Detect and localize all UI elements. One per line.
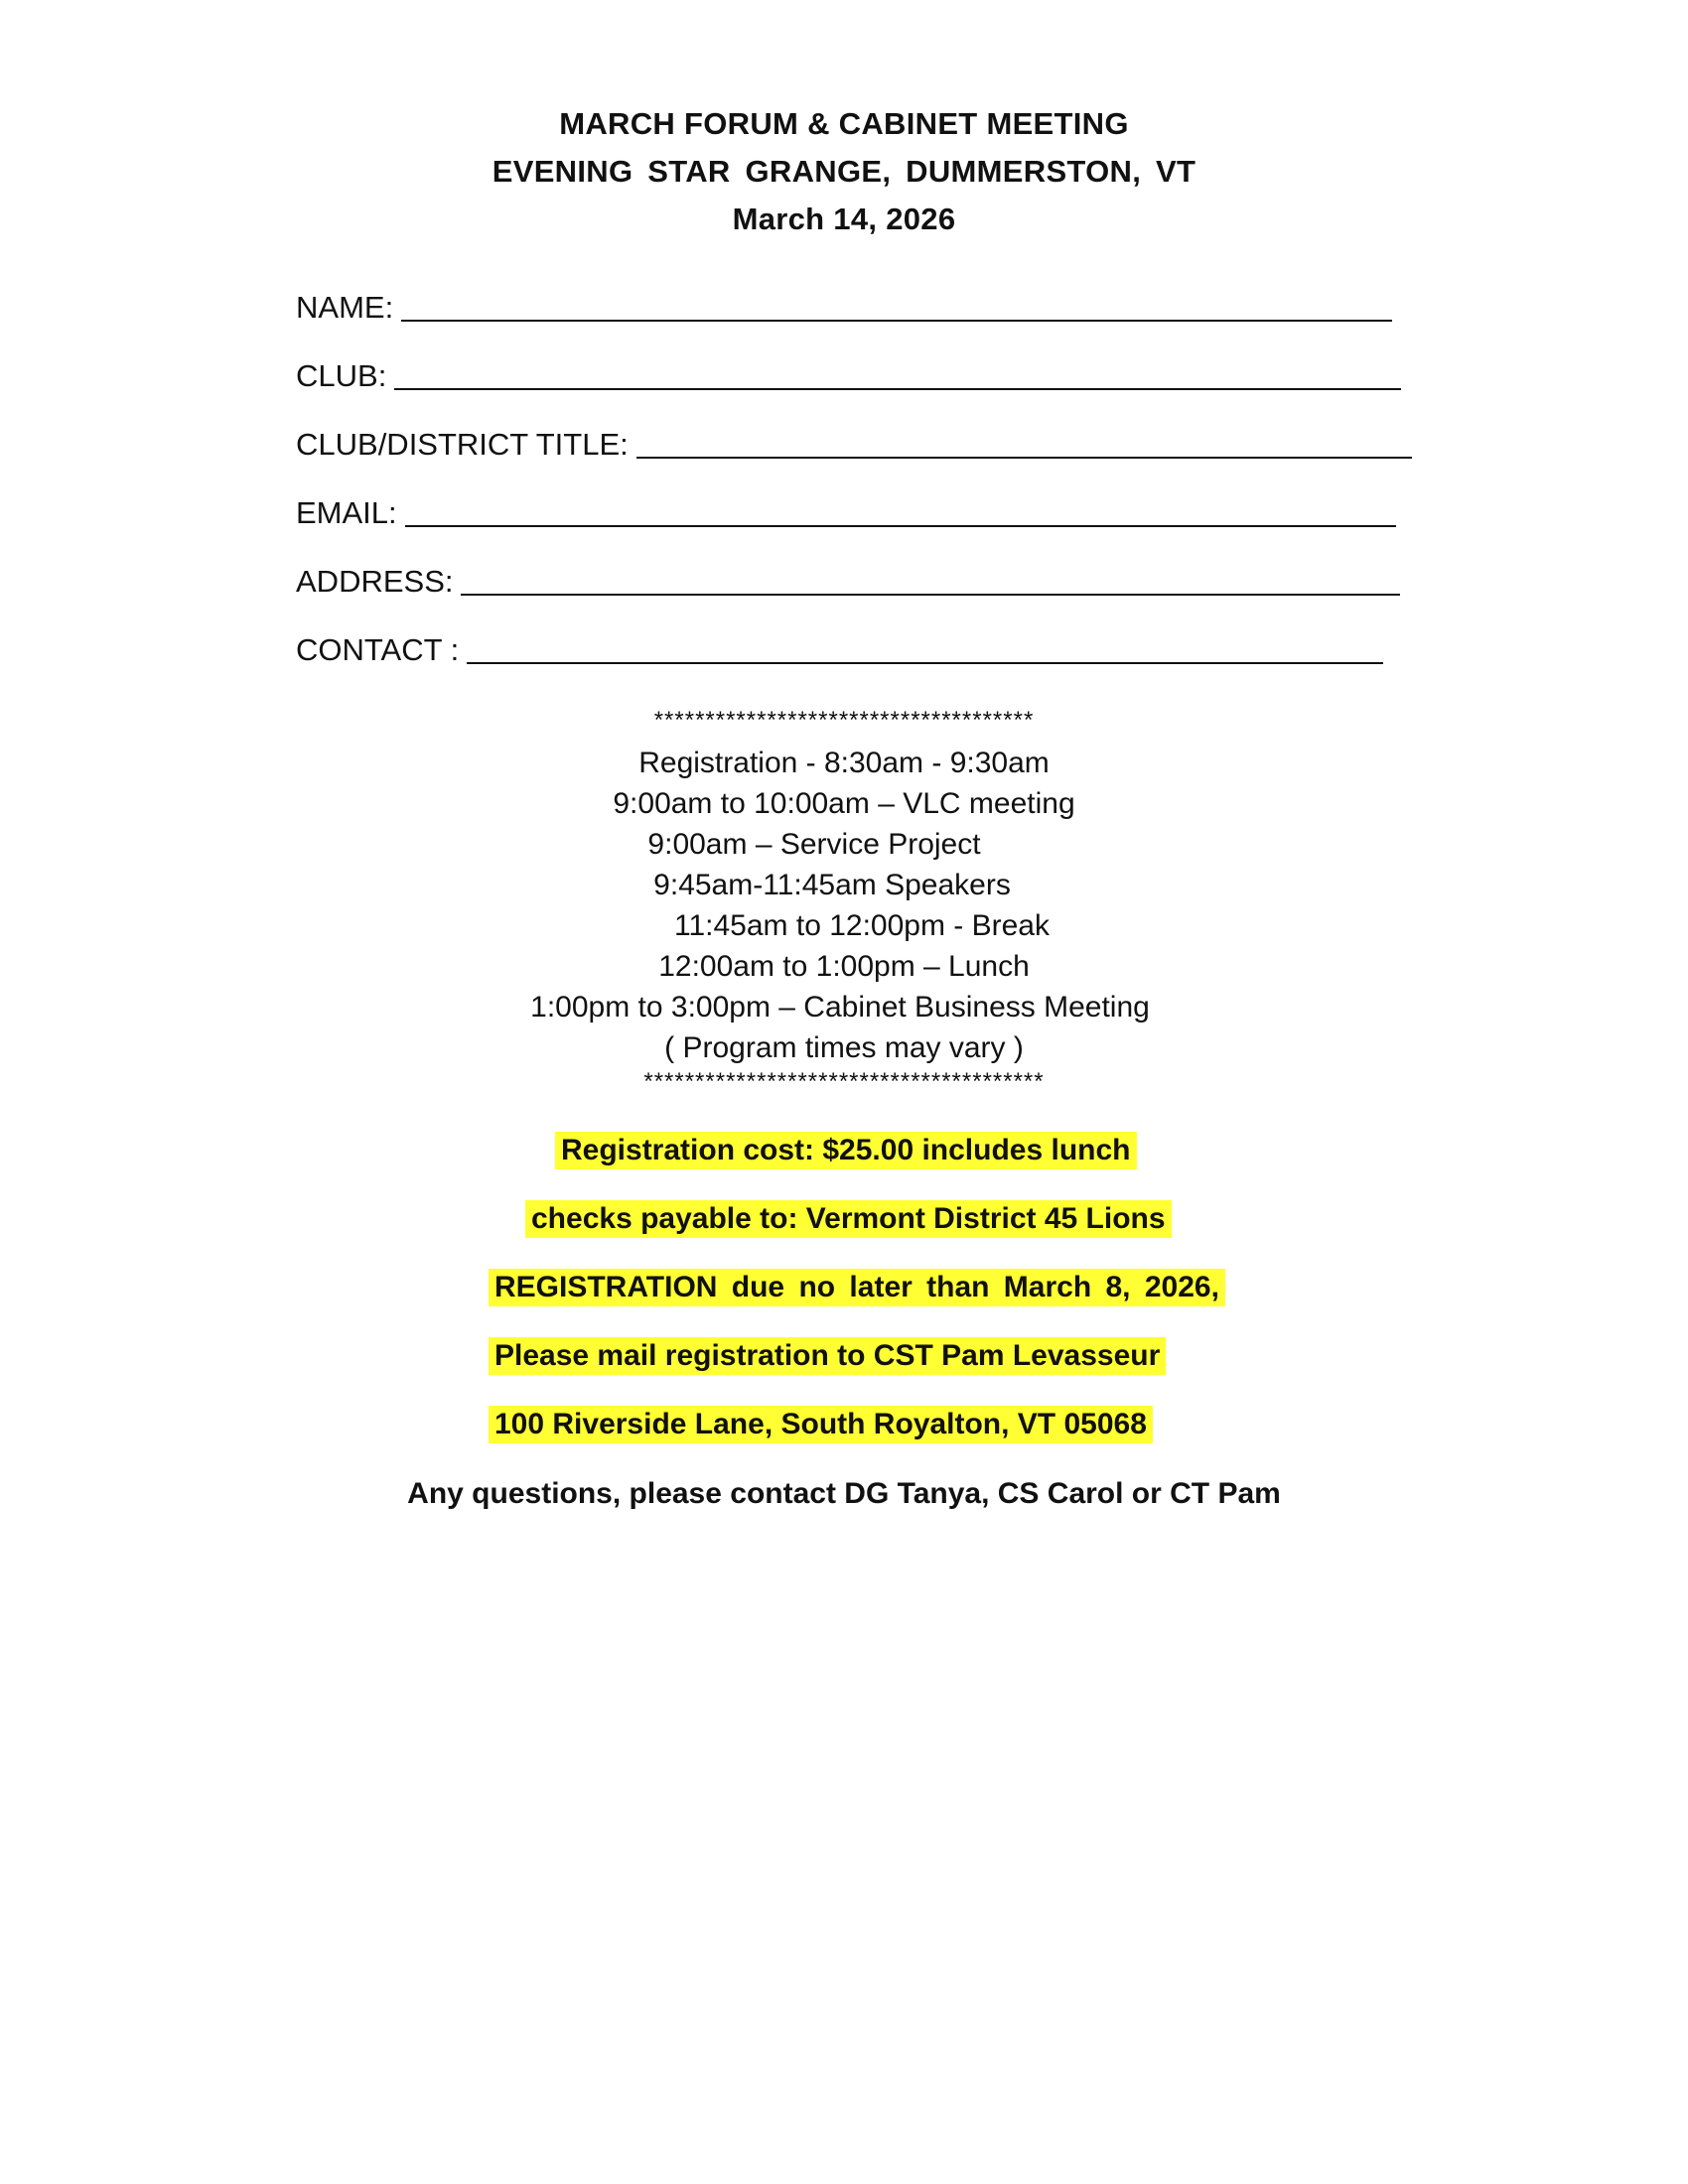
club-field-label: CLUB: bbox=[296, 358, 387, 393]
club-district-title-field[interactable] bbox=[296, 427, 1412, 463]
questions-contact: Any questions, please contact DG Tanya, CS Carol or CT Pam bbox=[407, 1477, 1281, 1510]
name-field[interactable] bbox=[296, 290, 1392, 326]
club-district-title-field-label: CLUB/DISTRICT TITLE: bbox=[296, 427, 629, 462]
schedule-item: 9:00am to 10:00am – VLC meeting bbox=[613, 787, 1075, 820]
contact-field-line[interactable] bbox=[467, 662, 1383, 664]
registration-cost: Registration cost: $25.00 includes lunch bbox=[555, 1132, 1137, 1169]
email-field[interactable] bbox=[296, 495, 1396, 531]
club-field-line[interactable] bbox=[394, 388, 1401, 390]
registration-deadline: REGISTRATION due no later than March 8, 2026, bbox=[489, 1269, 1225, 1306]
email-field-line[interactable] bbox=[405, 525, 1396, 527]
schedule-item: 9:00am – Service Project bbox=[647, 828, 981, 861]
divider-stars-top: ************************************* bbox=[653, 707, 1035, 734]
contact-field-label: CONTACT : bbox=[296, 632, 460, 667]
mailing-address: 100 Riverside Lane, South Royalton, VT 05068 bbox=[489, 1406, 1153, 1443]
club-district-title-field-line[interactable] bbox=[636, 457, 1412, 459]
mail-registration-to: Please mail registration to CST Pam Levasseur bbox=[489, 1337, 1166, 1375]
schedule-item: ( Program times may vary ) bbox=[664, 1031, 1024, 1064]
address-field-line[interactable] bbox=[461, 594, 1400, 596]
meeting-location: EVENING STAR GRANGE, DUMMERSTON, VT bbox=[492, 154, 1196, 189]
contact-field[interactable] bbox=[296, 632, 1383, 668]
address-field[interactable] bbox=[296, 564, 1400, 600]
meeting-title: MARCH FORUM & CABINET MEETING bbox=[559, 106, 1129, 141]
schedule-item: 11:45am to 12:00pm - Break bbox=[674, 909, 1050, 942]
meeting-date: March 14, 2026 bbox=[732, 202, 956, 236]
divider-stars-bottom: *************************************** bbox=[643, 1068, 1045, 1095]
schedule-item: 12:00am to 1:00pm – Lunch bbox=[658, 950, 1030, 983]
schedule-item: 9:45am-11:45am Speakers bbox=[653, 869, 1011, 901]
email-field-label: EMAIL: bbox=[296, 495, 397, 530]
schedule-item: 1:00pm to 3:00pm – Cabinet Business Meeting bbox=[530, 991, 1150, 1024]
club-field[interactable] bbox=[296, 358, 1401, 394]
checks-payable: checks payable to: Vermont District 45 Lions bbox=[525, 1200, 1172, 1238]
schedule-item: Registration - 8:30am - 9:30am bbox=[638, 747, 1050, 779]
name-field-line[interactable] bbox=[401, 320, 1392, 322]
name-field-label: NAME: bbox=[296, 290, 394, 325]
address-field-label: ADDRESS: bbox=[296, 564, 454, 599]
